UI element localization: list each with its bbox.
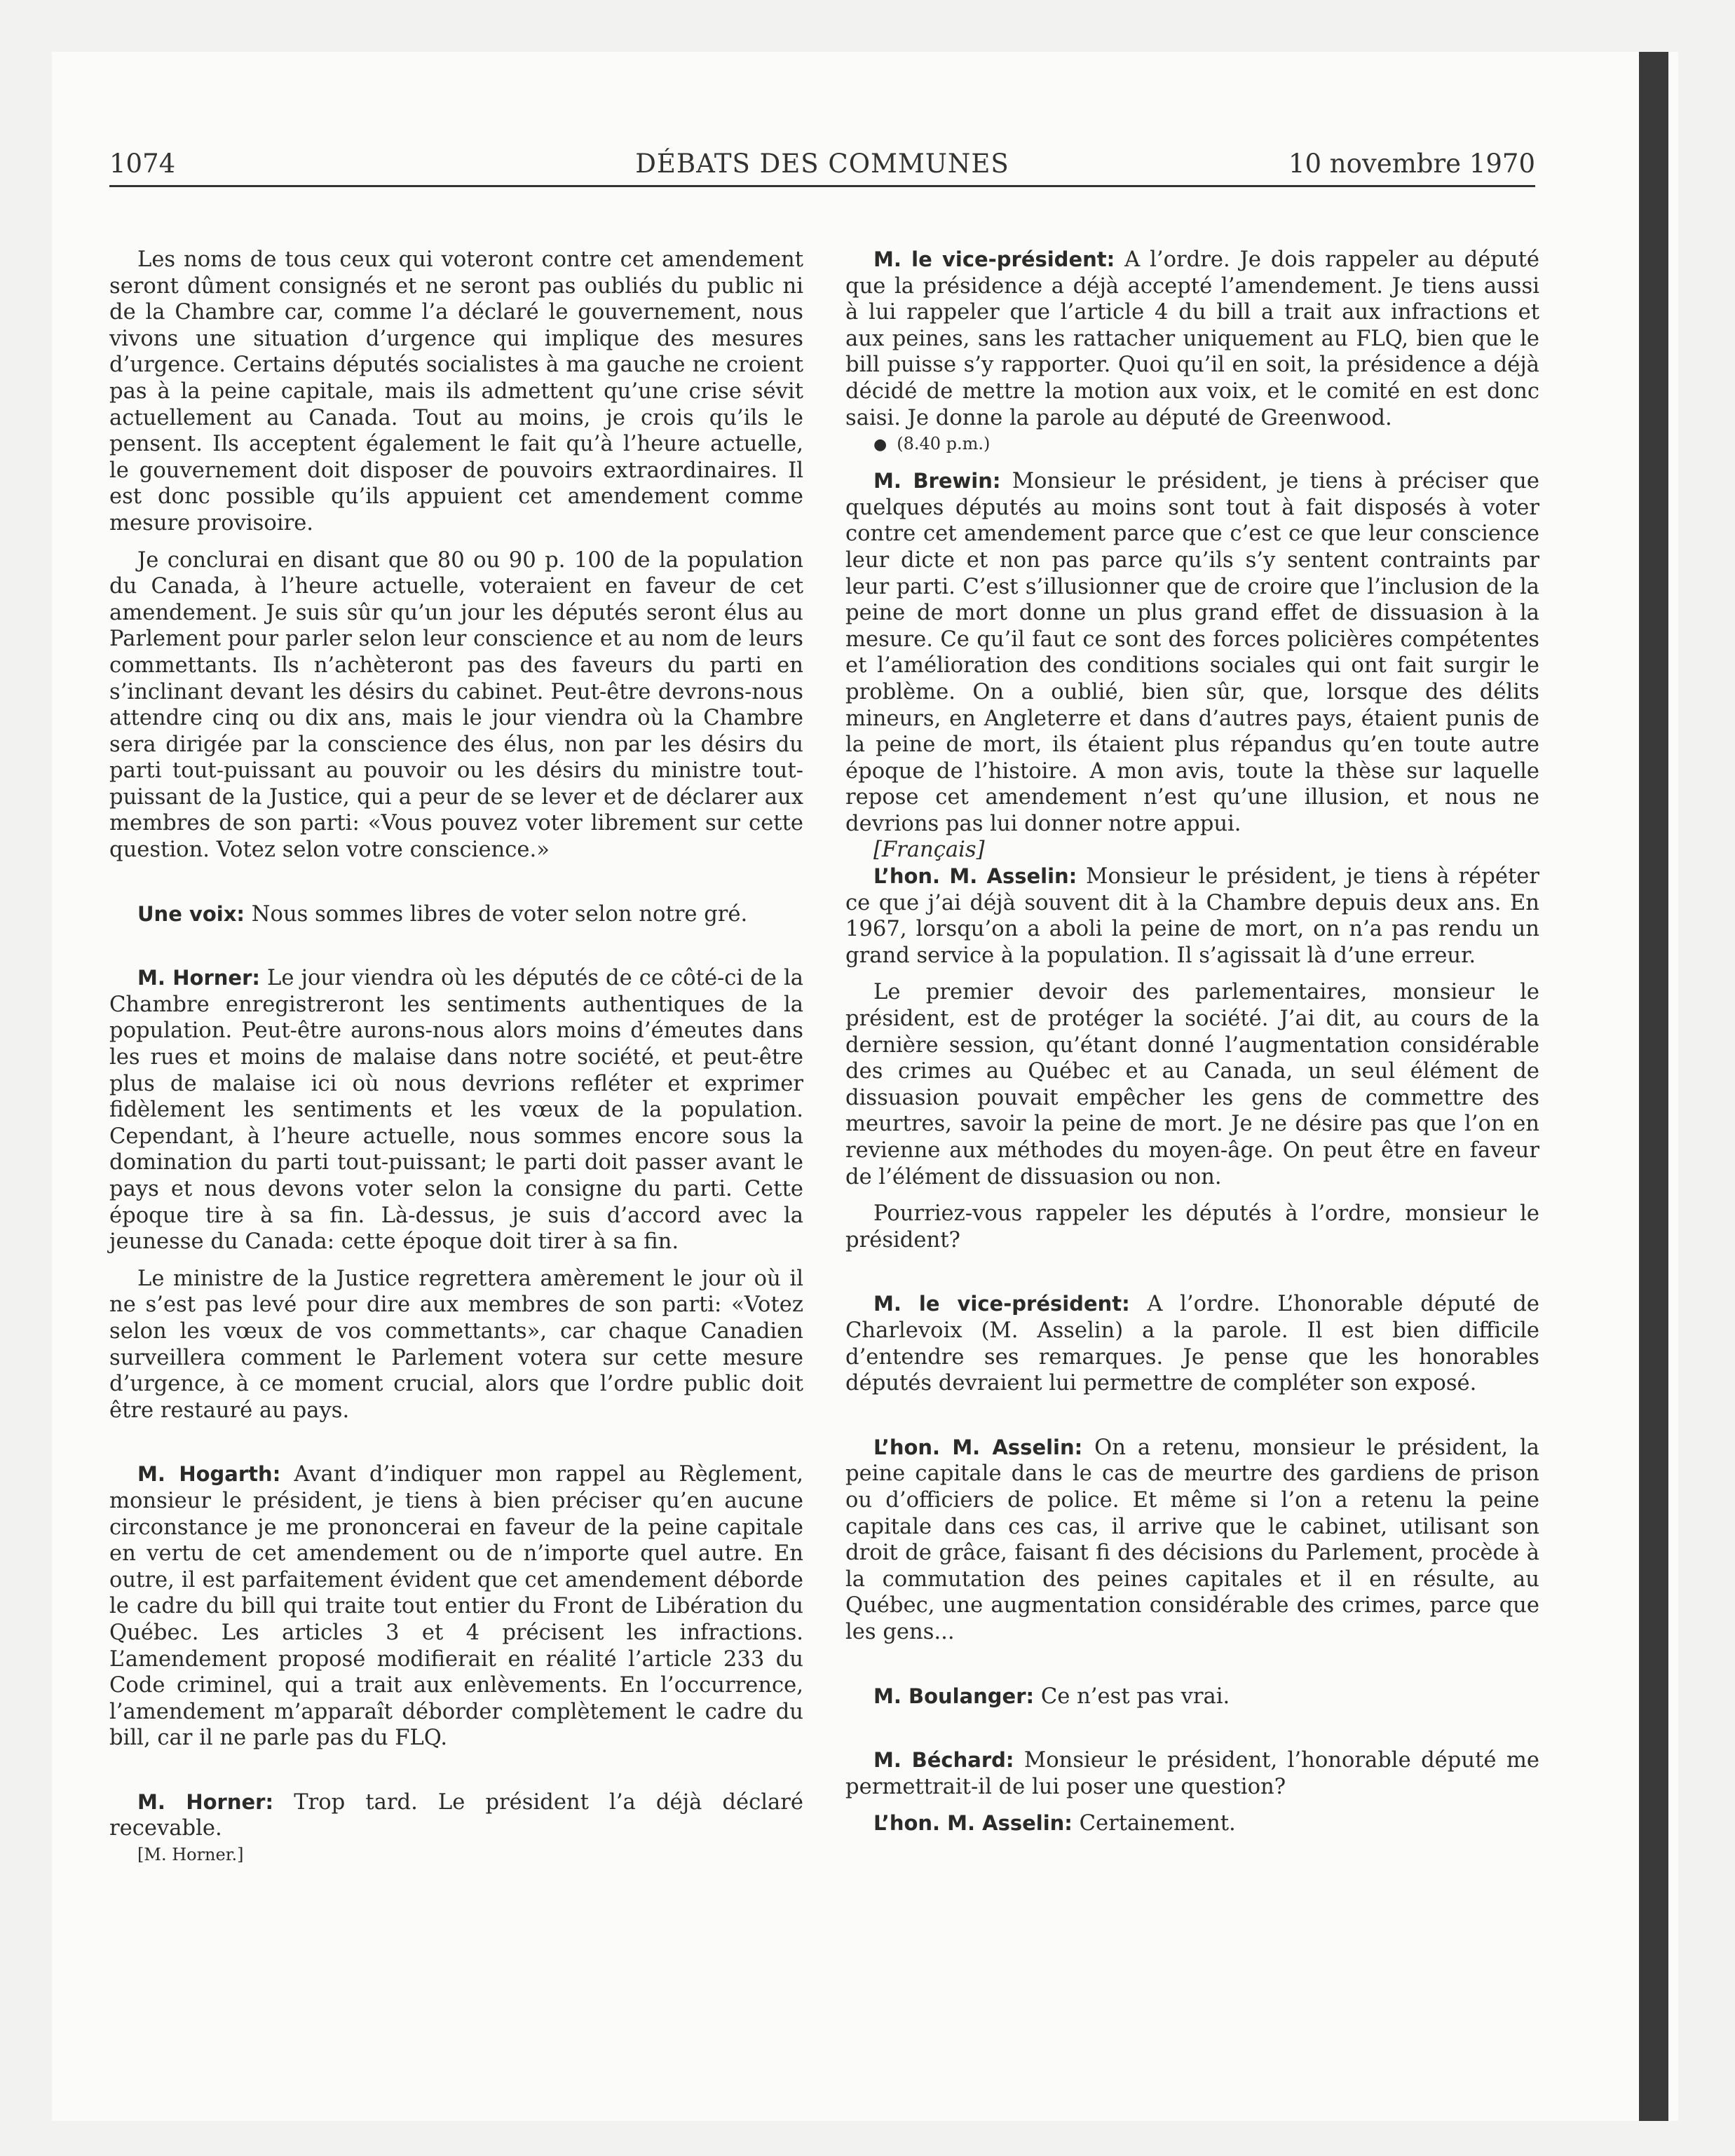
speech: [109, 901, 803, 928]
speech: [845, 1810, 1539, 1837]
left-column: [109, 247, 803, 1869]
scan-edge-bar: [1639, 52, 1668, 2121]
speech: [109, 1461, 803, 1752]
time-marker: [845, 431, 1539, 458]
speech-text: On a retenu, monsieur le président, la peine capitale dans le cas de meurtre des gardiens de prison ou d’officiers de police. Et même si l’on a retenu la peine capitale dans ces cas, il arrive que le cabinet, utilisant son droit de grâce, faisant fi des décisions du Parlement, procède à la commutation des peines capitales et il en résulte, au Québec, une augmentation considérable des crimes, parce que les gens...: [845, 1435, 1539, 1644]
page-number: 1074: [109, 149, 176, 179]
speaker-name: M. Brewin:: [873, 469, 1001, 493]
speech-text: A l’ordre. Je dois rappeler au député que la présidence a déjà accepté l’amendement. Je tiens aussi à lui rappeler que l’article 4 du bill a trait aux infractions et aux peines, sans les rattacher uniquement au FLQ, bien que le bill puisse s’y rapporter. Quoi qu’il en soit, la présidence a déjà décidé de mettre la motion aux voix, et le comité en est donc saisi. Je donne la parole au député de Greenwood.: [845, 247, 1539, 430]
speaker-name: Une voix:: [137, 901, 245, 926]
speech: [845, 1747, 1539, 1800]
speech-text: Le jour viendra où les députés de ce côté-ci de la Chambre enregistreront les sentiments authentiques de la population. Peut-être aurons-nous alors moins d’émeutes dans les rues et moins de malaise dans notre société, et peut-être plus de malaise ici où nous devrions refléter et exprimer fidèlement les sentiments et les vœux de la population. Cependant, à l’heure actuelle, nous sommes encore sous la domination du parti tout-puissant; le parti doit passer avant le pays et nous devons voter selon la consigne du parti. Cette époque tire à sa fin. Là-dessus, je suis d’accord avec la jeunesse du Canada: cette époque doit tirer à sa fin.: [109, 966, 803, 1255]
speech: [845, 1684, 1539, 1710]
page-header: [109, 147, 1535, 187]
speech: [845, 1291, 1539, 1396]
paragraph: Pourriez-vous rappeler les députés à l’ordre, monsieur le président?: [845, 1201, 1539, 1253]
speaker-name: M. Boulanger:: [873, 1684, 1035, 1708]
speech-text: Certainement.: [1072, 1811, 1236, 1836]
speaker-name: M. Hogarth:: [137, 1462, 281, 1487]
speech: [845, 1435, 1539, 1646]
speech: [845, 247, 1539, 431]
speech-text: Ce n’est pas vrai.: [1034, 1684, 1230, 1709]
page-footer-note: [M. Horner.]: [137, 1845, 244, 1865]
speaker-name: M. le vice-président:: [873, 1292, 1130, 1316]
paragraph: Je conclurai en disant que 80 ou 90 p. 100 de la population du Canada, à l’heure actuelle, voteraient en faveur de cet amendement. Je suis sûr qu’un jour les députés seront élus au Parlement pour parler selon leur conscience et au nom de leurs commettants. Ils n’achèteront pas des faveurs du parti en s’inclinant devant les désirs du cabinet. Peut-être devrons-nous attendre cinq ou dix ans, mais le jour viendra où la Chambre sera dirigée par la conscience des élus, non par les désirs du parti tout-puissant au pouvoir ou les désirs du ministre tout-puissant de la Justice, qui a peur de se lever et de déclarer aux membres de son parti: «Vous pouvez voter librement sur cette question. Votez selon votre conscience.»: [109, 547, 803, 863]
speaker-name: M. Horner:: [137, 1789, 274, 1814]
speech: [845, 864, 1539, 969]
paragraph: Le ministre de la Justice regrettera amèrement le jour où il ne s’est pas levé pour dire aux membres de son parti: «Votez selon les vœux de vos commettants», car chaque Canadien surveillera comment le Parlement votera sur cette mesure d’urgence, à ce moment crucial, alors que l’ordre public doit être restauré au pays.: [109, 1266, 803, 1423]
page-date: 10 novembre 1970: [1288, 149, 1535, 179]
speech-text: Monsieur le président, je tiens à répéter ce que j’ai déjà souvent dit à la Chambre depuis deux ans. En 1967, lorsqu’on a aboli la peine de mort, on n’a pas rendu un grand service à la population. Il s’agissait là d’une erreur.: [845, 864, 1539, 968]
speaker-name: M. Béchard:: [873, 1748, 1014, 1773]
speech-text: A l’ordre. L’honorable député de Charlevoix (M. Asselin) a la parole. Il est bien difficile d’entendre ses remarques. Je pense que les honorables députés devraient lui permettre de compléter son exposé.: [845, 1292, 1539, 1396]
bullet-icon: ●: [873, 436, 887, 454]
speaker-name: M. Horner:: [137, 966, 260, 990]
speech-text: Monsieur le président, l’honorable député me permettrait-il de lui poser une question?: [845, 1748, 1540, 1799]
speaker-name: L’hon. M. Asselin:: [873, 1435, 1083, 1459]
language-marker: [Français]: [873, 838, 985, 863]
page-title: DÉBATS DES COMMUNES: [635, 149, 1009, 179]
speech-text: Avant d’indiquer mon rappel au Règlement, monsieur le président, je tiens à bien préciser qu’en aucune circonstance je me prononcerai en faveur de la peine capitale en vertu de cet amendement ou de n’importe quel autre. En outre, il est parfaitement évident que cet amendement déborde le cadre du bill qui traite tout entier du Front de Libération du Québec. Les articles 3 et 4 précisent les infractions. L’amendement proposé modifierait en réalité l’article 233 du Code criminel, qui a trait aux enlèvements. En l’occurrence, l’amendement m’apparaît déborder complètement le cadre du bill, car il ne parle pas du FLQ.: [109, 1462, 803, 1751]
speech-text: Monsieur le président, je tiens à préciser que quelques députés au moins sont tout à fait disposés à voter contre cet amendement parce que c’est ce que leur conscience leur dicte et non pas parce qu’ils s’y sentent contraints par leur parti. C’est s’illusionner que de croire que l’inclusion de la peine de mort donne un plus grand effet de dissuasion à la mesure. Ce qu’il faut ce sont des forces policières compétentes et l’amélioration des conditions sociales qui ont fait surgir le problème. On a oublié, bien sûr, que, lorsque des délits mineurs, en Angleterre et dans d’autres pays, étaient punis de la peine de mort, ils étaient plus répandus qu’en toute autre époque de l’histoire. A mon avis, toute la thèse sur laquelle repose cet amendement n’est qu’une illusion, et nous ne devrions pas lui donner notre appui.: [845, 469, 1539, 836]
right-column: [845, 247, 1539, 1837]
speech: [109, 965, 803, 1255]
paragraph: Les noms de tous ceux qui voteront contre cet amendement seront dûment consignés et ne seront pas oubliés du public ni de la Chambre car, comme l’a déclaré le gouvernement, nous vivons une situation d’urgence qui implique des mesures d’urgence. Certains députés socialistes à ma gauche ne croient pas à la peine capitale, mais ils admettent qu’une crise sévit actuellement au Canada. Tout au moins, je crois qu’ils le pensent. Ils acceptent également le fait qu’à l’heure actuelle, le gouvernement doit disposer de pouvoirs extraordinaires. Il est donc possible qu’ils appuient cet amendement comme mesure provisoire.: [109, 247, 803, 535]
speaker-name: L’hon. M. Asselin:: [873, 864, 1077, 889]
speech: [845, 468, 1539, 837]
paragraph: Le premier devoir des parlementaires, monsieur le président, est de protéger la société. J’ai dit, au cours de la dernière session, qu’étant donné l’augmentation considérable des crimes au Québec et au Canada, un seul élément de dissuasion pouvait empêcher les gens de commettre des meurtres, savoir la peine de mort. Je ne désire pas que l’on en revienne aux méthodes du moyen-âge. On peut être en faveur de l’élément de dissuasion ou non.: [845, 980, 1539, 1189]
speaker-name: M. le vice-président:: [873, 247, 1115, 271]
speech: [109, 1789, 803, 1842]
time-stamp: (8.40 p.m.): [897, 434, 991, 454]
speech-text: Trop tard. Le président l’a déjà déclaré recevable.: [109, 1789, 803, 1841]
speech-text: Nous sommes libres de voter selon notre gré.: [245, 901, 748, 927]
speaker-name: L’hon. M. Asselin:: [873, 1811, 1073, 1836]
